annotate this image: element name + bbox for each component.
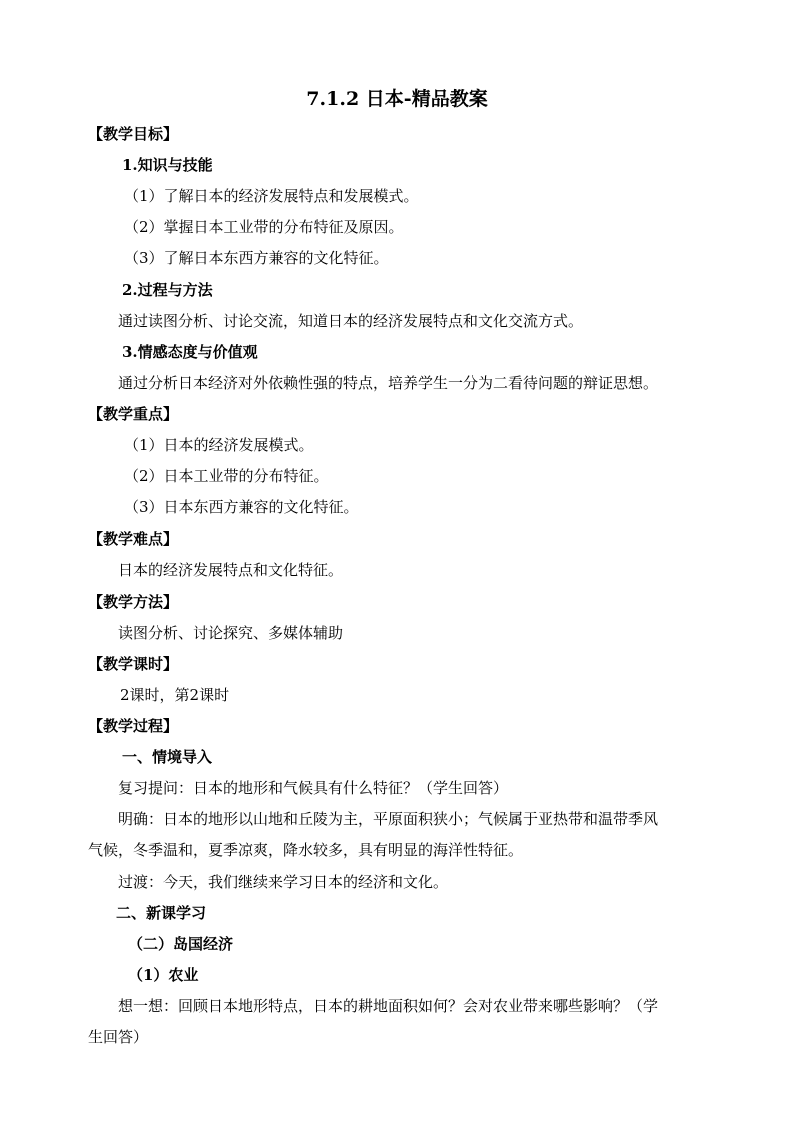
answer-line: 明确：日本的地形以山地和丘陵为主，平原面积狭小；气候属于亚热带和温带季风 — [118, 810, 659, 828]
subheading-new-lesson: 二、新课学习 — [116, 904, 207, 922]
section-heading-goals: 【教学目标】 — [88, 125, 179, 143]
page-title: 7.1.2 日本-精品教案 — [306, 88, 488, 110]
subheading-knowledge: 1.知识与技能 — [122, 156, 213, 174]
subheading-intro: 一、情境导入 — [122, 748, 213, 766]
subheading-attitude: 3.情感态度与价值观 — [122, 343, 258, 361]
answer-line: 气候，冬季温和，夏季凉爽，降水较多，具有明显的海洋性特征。 — [88, 841, 524, 859]
key-point-item: （2）日本工业带的分布特征。 — [124, 467, 329, 485]
section-heading-difficulties: 【教学难点】 — [88, 530, 179, 548]
attitude-text: 通过分析日本经济对外依赖性强的特点，培养学生一分为二看待问题的辩证思想。 — [118, 374, 659, 392]
think-question: 生回答） — [88, 1028, 149, 1046]
section-heading-process: 【教学过程】 — [88, 717, 179, 735]
key-point-item: （1）日本的经济发展模式。 — [124, 436, 314, 454]
goal-item: （3）了解日本东西方兼容的文化特征。 — [124, 249, 389, 267]
goal-item: （1）了解日本的经济发展特点和发展模式。 — [124, 187, 419, 205]
transition-text: 过渡：今天，我们继续来学习日本的经济和文化。 — [118, 873, 449, 891]
section-heading-key-points: 【教学重点】 — [88, 405, 179, 423]
review-question: 复习提问：日本的地形和气候具有什么特征？（学生回答） — [118, 779, 509, 797]
section-heading-methods: 【教学方法】 — [88, 593, 179, 611]
hours-text: 2课时，第2课时 — [120, 686, 230, 704]
process-text: 通过读图分析、讨论交流，知道日本的经济发展特点和文化交流方式。 — [118, 312, 584, 330]
key-point-item: （3）日本东西方兼容的文化特征。 — [124, 498, 359, 516]
methods-text: 读图分析、讨论探究、多媒体辅助 — [118, 624, 344, 642]
subheading-island-economy: （二）岛国经济 — [128, 935, 234, 953]
subheading-process: 2.过程与方法 — [122, 281, 213, 299]
difficulties-text: 日本的经济发展特点和文化特征。 — [118, 561, 344, 579]
think-question: 想一想：回顾日本地形特点，日本的耕地面积如何？会对农业带来哪些影响？（学 — [118, 997, 659, 1015]
section-heading-hours: 【教学课时】 — [88, 655, 179, 673]
goal-item: （2）掌握日本工业带的分布特征及原因。 — [124, 218, 404, 236]
subheading-agriculture: （1）农业 — [128, 966, 199, 984]
